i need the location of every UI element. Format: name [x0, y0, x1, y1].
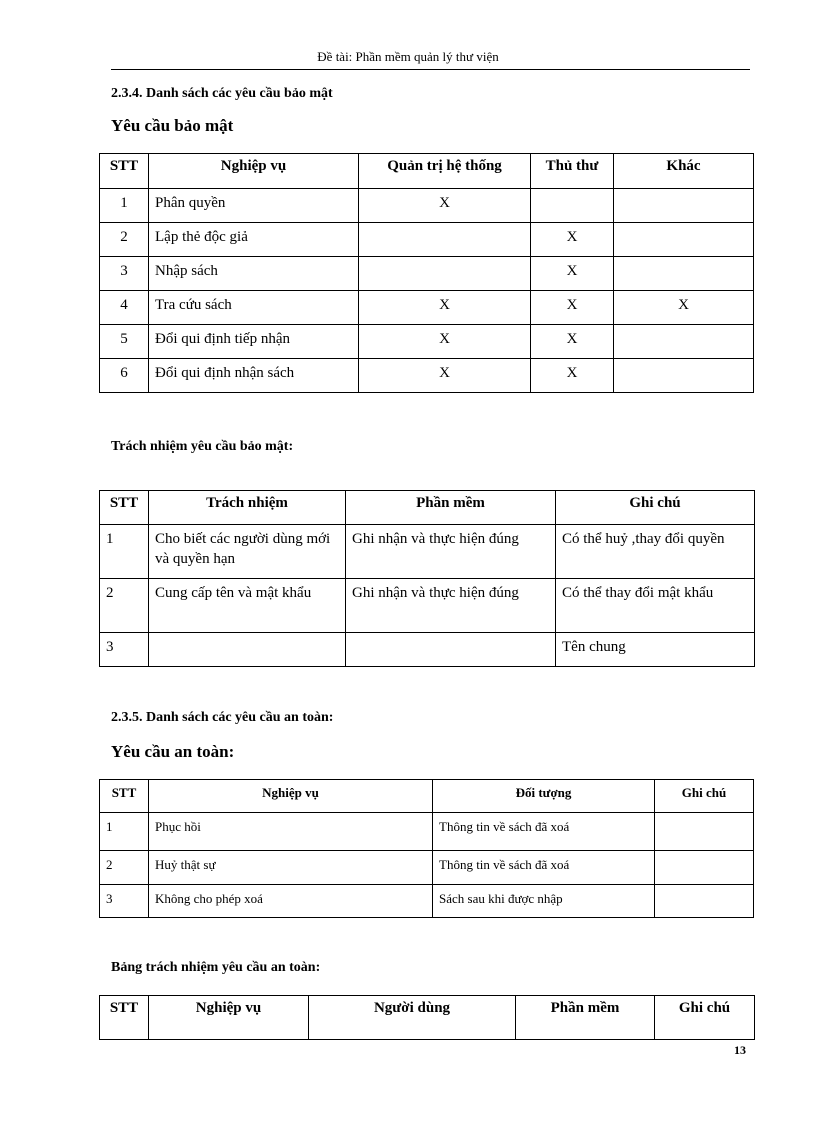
header-divider	[111, 69, 750, 70]
column-header-ghi-chu: Ghi chú	[655, 780, 754, 813]
cell-thu-thu	[531, 189, 614, 223]
table-header-row	[100, 996, 755, 1040]
cell-nghiep-vu: Phân quyền	[149, 189, 359, 223]
table-row	[100, 579, 755, 633]
column-header-nghiep-vu: Nghiệp vụ	[149, 154, 359, 189]
cell-ghi-chu: Có thể huỷ ,thay đổi quyền	[556, 525, 755, 579]
cell-stt: 1	[100, 813, 149, 851]
cell-nghiep-vu: Huỷ thật sự	[149, 851, 433, 885]
cell-stt: 2	[100, 223, 149, 257]
cell-phan-mem	[346, 633, 556, 667]
cell-trach-nhiem: Cho biết các người dùng mới và quyền hạn	[149, 525, 346, 579]
table-header-row	[100, 491, 755, 525]
section-heading-security-list: 2.3.4. Danh sách các yêu cầu bảo mật	[111, 86, 333, 101]
cell-stt: 5	[100, 325, 149, 359]
table-header-row	[100, 780, 754, 813]
security-requirements-table	[99, 153, 754, 393]
cell-ghi-chu: Có thể thay đổi mật khẩu	[556, 579, 755, 633]
safety-responsibility-table	[99, 995, 755, 1040]
cell-nghiep-vu: Đổi qui định tiếp nhận	[149, 325, 359, 359]
section-heading-safety-list: 2.3.5. Danh sách các yêu cầu an toàn:	[111, 710, 334, 725]
column-header-stt: STT	[100, 780, 149, 813]
cell-thu-thu: X	[531, 291, 614, 325]
cell-khac	[614, 325, 754, 359]
table-row	[100, 851, 754, 885]
cell-quan-tri: X	[359, 325, 531, 359]
column-header-stt: STT	[100, 491, 149, 525]
column-header-doi-tuong: Đối tượng	[433, 780, 655, 813]
cell-thu-thu: X	[531, 325, 614, 359]
cell-nghiep-vu: Tra cứu sách	[149, 291, 359, 325]
table-row	[100, 257, 754, 291]
cell-quan-tri	[359, 257, 531, 291]
table-row	[100, 885, 754, 918]
column-header-thu-thu: Thủ thư	[531, 154, 614, 189]
cell-khac	[614, 223, 754, 257]
cell-trach-nhiem	[149, 633, 346, 667]
page-number: 13	[734, 1043, 746, 1057]
column-header-phan-mem: Phần mềm	[516, 996, 655, 1040]
cell-quan-tri: X	[359, 291, 531, 325]
cell-doi-tuong: Thông tin về sách đã xoá	[433, 851, 655, 885]
table-row	[100, 223, 754, 257]
cell-thu-thu: X	[531, 359, 614, 393]
cell-quan-tri: X	[359, 359, 531, 393]
column-header-nghiep-vu: Nghiệp vụ	[149, 780, 433, 813]
section-heading-security-responsibility: Trách nhiệm yêu cầu bảo mật:	[111, 439, 294, 454]
table-row	[100, 813, 754, 851]
safety-requirements-table	[99, 779, 754, 918]
table-row	[100, 325, 754, 359]
cell-stt: 2	[100, 851, 149, 885]
cell-nghiep-vu: Phục hồi	[149, 813, 433, 851]
cell-khac: X	[614, 291, 754, 325]
cell-stt: 4	[100, 291, 149, 325]
cell-phan-mem: Ghi nhận và thực hiện đúng	[346, 525, 556, 579]
cell-stt: 2	[100, 579, 149, 633]
column-header-stt: STT	[100, 996, 149, 1040]
table-row	[100, 359, 754, 393]
column-header-nghiep-vu: Nghiệp vụ	[149, 996, 309, 1040]
section-heading-safety-responsibility: Bảng trách nhiệm yêu cầu an toàn:	[111, 960, 321, 975]
cell-stt: 1	[100, 189, 149, 223]
cell-nghiep-vu: Nhập sách	[149, 257, 359, 291]
table-row	[100, 189, 754, 223]
column-header-ghi-chu: Ghi chú	[655, 996, 755, 1040]
security-responsibility-table	[99, 490, 755, 667]
cell-stt: 3	[100, 257, 149, 291]
column-header-khac: Khác	[614, 154, 754, 189]
cell-ghi-chu	[655, 813, 754, 851]
column-header-ghi-chu: Ghi chú	[556, 491, 755, 525]
column-header-nguoi-dung: Người dùng	[309, 996, 516, 1040]
column-header-trach-nhiem: Trách nhiệm	[149, 491, 346, 525]
cell-thu-thu: X	[531, 223, 614, 257]
cell-khac	[614, 257, 754, 291]
table-row	[100, 525, 755, 579]
column-header-stt: STT	[100, 154, 149, 189]
table-row	[100, 633, 755, 667]
cell-doi-tuong: Thông tin về sách đã xoá	[433, 813, 655, 851]
column-header-phan-mem: Phần mềm	[346, 491, 556, 525]
table-row	[100, 291, 754, 325]
cell-quan-tri: X	[359, 189, 531, 223]
cell-stt: 3	[100, 885, 149, 918]
table-header-row	[100, 154, 754, 189]
page-header-title: Đề tài: Phần mềm quản lý thư viện	[317, 49, 499, 64]
cell-doi-tuong: Sách sau khi được nhập	[433, 885, 655, 918]
cell-nghiep-vu: Không cho phép xoá	[149, 885, 433, 918]
cell-ghi-chu: Tên chung	[556, 633, 755, 667]
cell-thu-thu: X	[531, 257, 614, 291]
cell-stt: 1	[100, 525, 149, 579]
cell-khac	[614, 189, 754, 223]
column-header-quan-tri: Quản trị hệ thống	[359, 154, 531, 189]
cell-quan-tri	[359, 223, 531, 257]
section-subheading-safety: Yêu cầu an toàn:	[111, 742, 235, 761]
cell-nghiep-vu: Lập thẻ độc giả	[149, 223, 359, 257]
cell-nghiep-vu: Đổi qui định nhận sách	[149, 359, 359, 393]
cell-khac	[614, 359, 754, 393]
cell-ghi-chu	[655, 851, 754, 885]
cell-stt: 6	[100, 359, 149, 393]
section-subheading-security: Yêu cầu bảo mật	[111, 116, 234, 135]
cell-phan-mem: Ghi nhận và thực hiện đúng	[346, 579, 556, 633]
cell-trach-nhiem: Cung cấp tên và mật khẩu	[149, 579, 346, 633]
cell-stt: 3	[100, 633, 149, 667]
cell-ghi-chu	[655, 885, 754, 918]
